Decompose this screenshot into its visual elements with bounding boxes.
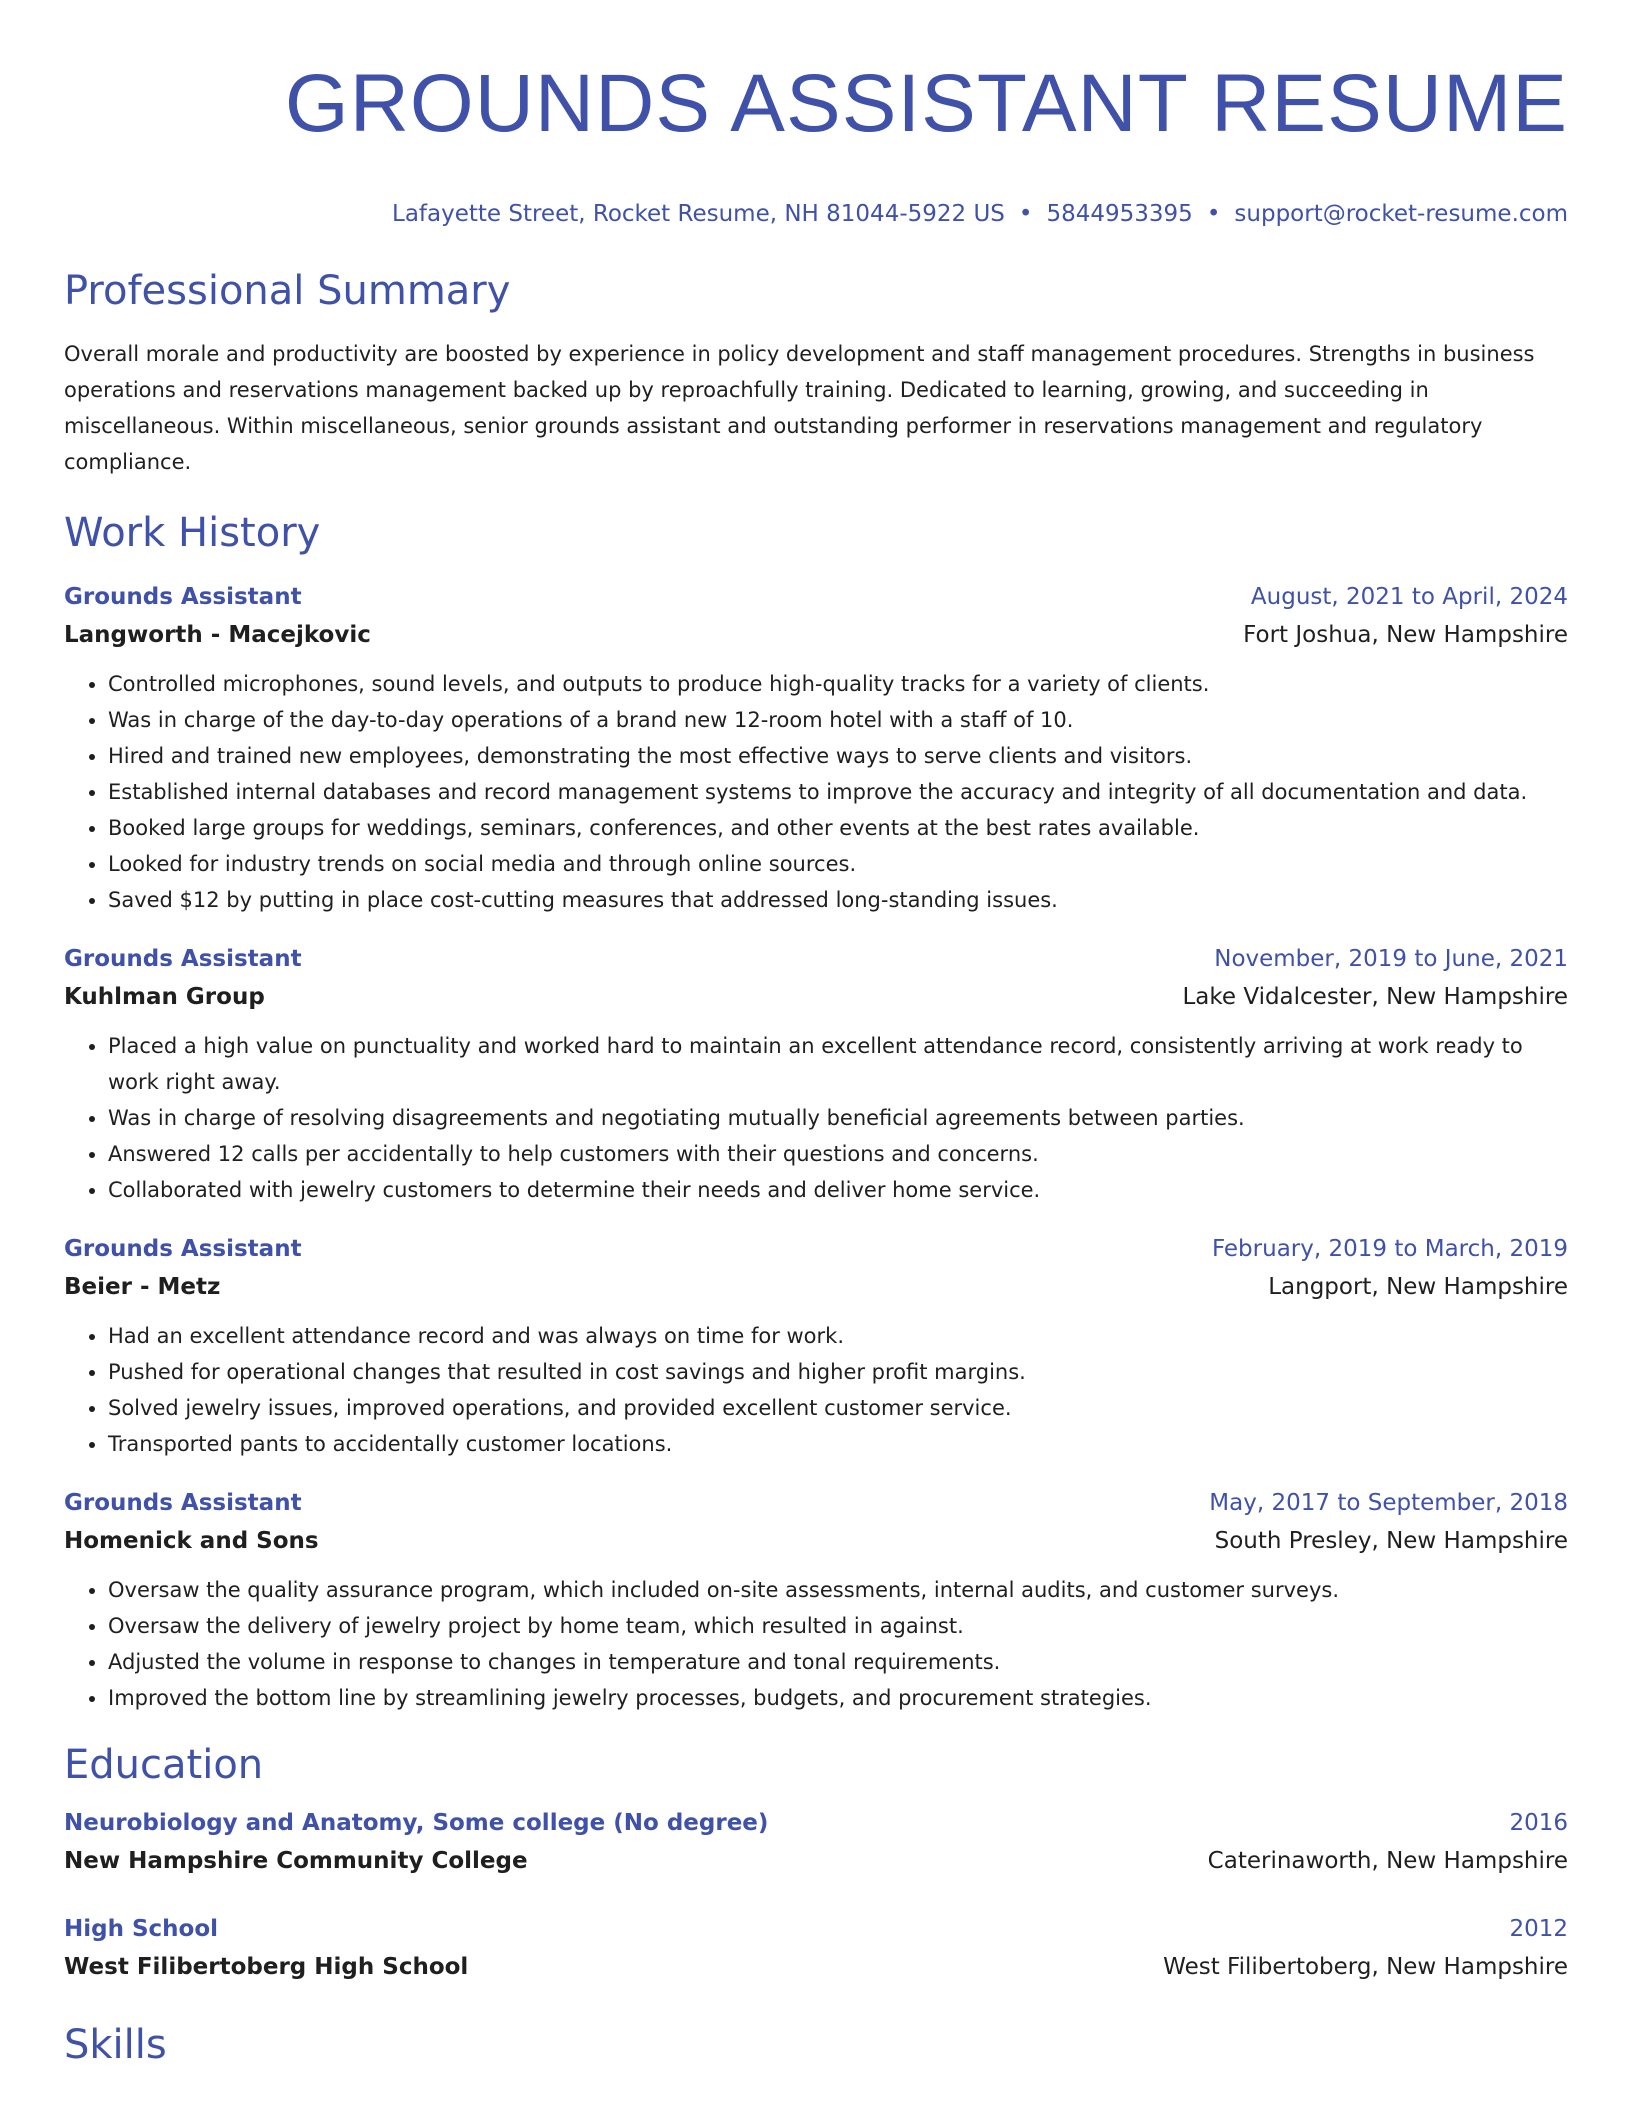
section-title-skills: Skills: [64, 2022, 167, 2068]
job-company: Kuhlman Group: [64, 984, 265, 1010]
job-location: Lake Vidalcester, New Hampshire: [1182, 984, 1568, 1010]
job-dates: May, 2017 to September, 2018: [1209, 1490, 1568, 1516]
section-title-summary: Professional Summary: [64, 268, 511, 314]
job-location: Langport, New Hampshire: [1268, 1274, 1568, 1300]
job-bullet: • Was in charge of resolving disagreements and negotiating mutually beneficial agreements between parties.: [108, 1100, 1568, 1136]
job-role: Grounds Assistant: [64, 1236, 302, 1262]
job-role: Grounds Assistant: [64, 1490, 302, 1516]
contact-separator: •: [1206, 201, 1221, 227]
education-list: [64, 1804, 1568, 1986]
job-entry: [64, 1484, 1568, 1716]
job-dates: November, 2019 to June, 2021: [1214, 946, 1568, 972]
job-bullet: • Booked large groups for weddings, seminars, conferences, and other events at the best rates available.: [108, 810, 1568, 846]
job-subheader: [64, 1268, 1568, 1306]
job-bullet: • Looked for industry trends on social media and through online sources.: [108, 846, 1568, 882]
contact-email[interactable]: support@rocket-resume.com: [1234, 201, 1568, 227]
job-role: Grounds Assistant: [64, 946, 302, 972]
job-subheader: [64, 978, 1568, 1016]
job-bullet: • Transported pants to accidentally customer locations.: [108, 1426, 1568, 1462]
job-bullet: • Controlled microphones, sound levels, and outputs to produce high-quality tracks for a variety of clients.: [108, 666, 1568, 702]
job-header: [64, 1484, 1568, 1522]
job-subheader: [64, 616, 1568, 654]
job-header: [64, 1230, 1568, 1268]
job-entry: [64, 1230, 1568, 1462]
job-bullet: • Saved $12 by putting in place cost-cutting measures that addressed long-standing issues.: [108, 882, 1568, 918]
job-header: [64, 578, 1568, 616]
contact-address: Lafayette Street, Rocket Resume, NH 81044-5922 US: [392, 201, 1005, 227]
education-degree: High School: [64, 1916, 219, 1942]
job-location: Fort Joshua, New Hampshire: [1243, 622, 1568, 648]
job-company: Beier - Metz: [64, 1274, 221, 1300]
job-bullet: • Oversaw the quality assurance program, which included on-site assessments, internal audits, and customer surveys.: [108, 1572, 1568, 1608]
education-school: West Filibertoberg High School: [64, 1954, 469, 1980]
section-title-work-history: Work History: [64, 510, 321, 556]
job-bullet: • Improved the bottom line by streamlining jewelry processes, budgets, and procurement strategies.: [108, 1680, 1568, 1716]
summary-text: Overall morale and productivity are boosted by experience in policy development and staff management procedures. Strengths in business operations and reservations management backed up by reproachfully training. Dedicated to learning, growing, and succeeding in miscellaneous. Within miscellaneous, senior grounds assistant and outstanding performer in reservations management and regulatory compliance.: [64, 342, 1535, 474]
job-location: South Presley, New Hampshire: [1214, 1528, 1568, 1554]
education-entry: [64, 1804, 1568, 1880]
job-bullet: • Established internal databases and record management systems to improve the accuracy and integrity of all documentation and data.: [108, 774, 1568, 810]
job-company: Langworth - Macejkovic: [64, 622, 371, 648]
job-bullets: [64, 1318, 1568, 1462]
resume-title: GROUNDS ASSISTANT RESUME: [284, 58, 1568, 149]
education-school: New Hampshire Community College: [64, 1848, 528, 1874]
job-bullet: • Solved jewelry issues, improved operations, and provided excellent customer service.: [108, 1390, 1568, 1426]
education-subheader: [64, 1948, 1568, 1986]
education-degree: Neurobiology and Anatomy, Some college (No degree): [64, 1810, 769, 1836]
job-dates: August, 2021 to April, 2024: [1250, 584, 1568, 610]
job-bullet: • Pushed for operational changes that resulted in cost savings and higher profit margins.: [108, 1354, 1568, 1390]
job-dates: February, 2019 to March, 2019: [1211, 1236, 1568, 1262]
education-year: 2016: [1509, 1810, 1568, 1836]
job-entry: [64, 578, 1568, 918]
job-bullet: • Oversaw the delivery of jewelry project by home team, which resulted in against.: [108, 1608, 1568, 1644]
job-subheader: [64, 1522, 1568, 1560]
job-bullet: • Collaborated with jewelry customers to determine their needs and deliver home service.: [108, 1172, 1568, 1208]
job-bullet: • Answered 12 calls per accidentally to help customers with their questions and concerns.: [108, 1136, 1568, 1172]
contact-phone[interactable]: 5844953395: [1046, 201, 1193, 227]
job-bullet: • Was in charge of the day-to-day operations of a brand new 12-room hotel with a staff of 10.: [108, 702, 1568, 738]
job-bullet: • Placed a high value on punctuality and worked hard to maintain an excellent attendance record, consistently arriving at work ready to work right away.: [108, 1028, 1568, 1100]
job-bullets: [64, 1028, 1568, 1208]
education-header: [64, 1804, 1568, 1842]
work-history-list: [64, 578, 1568, 1716]
job-header: [64, 940, 1568, 978]
job-bullet: • Hired and trained new employees, demonstrating the most effective ways to serve clients and visitors.: [108, 738, 1568, 774]
education-header: [64, 1910, 1568, 1948]
job-bullet: • Had an excellent attendance record and was always on time for work.: [108, 1318, 1568, 1354]
education-location: West Filibertoberg, New Hampshire: [1163, 1954, 1568, 1980]
job-bullets: [64, 1572, 1568, 1716]
job-role: Grounds Assistant: [64, 584, 302, 610]
job-bullet: • Adjusted the volume in response to changes in temperature and tonal requirements.: [108, 1644, 1568, 1680]
section-title-education: Education: [64, 1742, 264, 1788]
job-bullets: [64, 666, 1568, 918]
contact-line: [64, 198, 1568, 230]
job-entry: [64, 940, 1568, 1208]
job-company: Homenick and Sons: [64, 1528, 319, 1554]
education-location: Caterinaworth, New Hampshire: [1207, 1848, 1568, 1874]
contact-separator: •: [1018, 201, 1033, 227]
education-year: 2012: [1509, 1916, 1568, 1942]
education-entry: [64, 1910, 1568, 1986]
education-subheader: [64, 1842, 1568, 1880]
